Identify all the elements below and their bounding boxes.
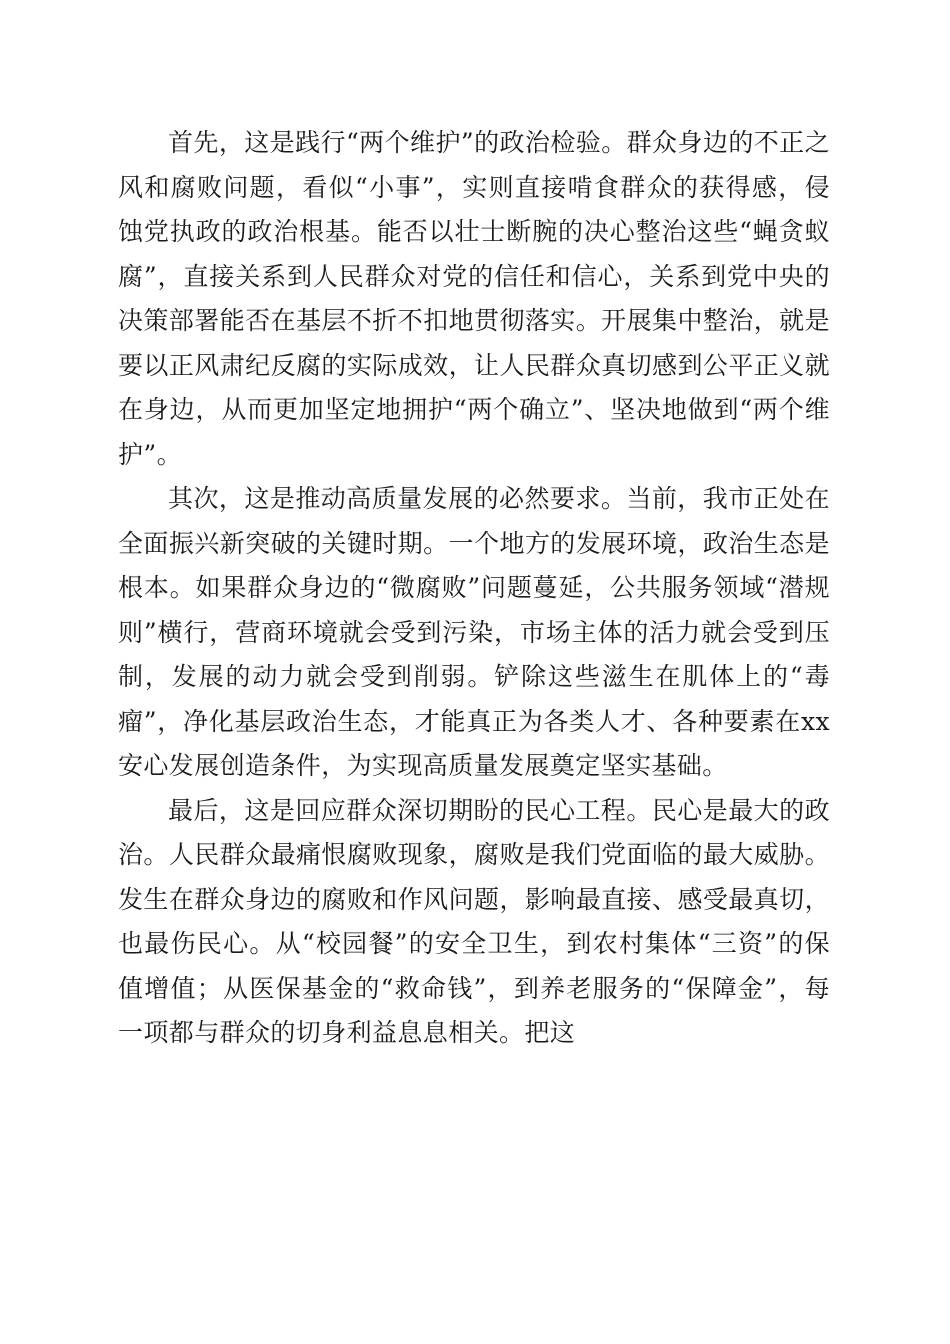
paragraph-first: 首先，这是践行“两个维护”的政治检验。群众身边的不正之风和腐败问题，看似“小事”，实则直接啃食群众的获得感，侵蚀党执政的政治根基。能否以壮士断腕的决心整治这些“蝇贪蚁腐”，直接关系到人民群众对党的信任和信心，关系到党中央的决策部署能否在基层不折不扣地贯彻落实。开展集中整治，就是要以正风肃纪反腐的实际成效，让人民群众真切感到公平正义就在身边，从而更加坚定地拥护“两个确立”、坚决地做到“两个维护”。 <box>118 128 830 469</box>
paragraph-second: 其次，这是推动高质量发展的必然要求。当前，我市正处在全面振兴新突破的关键时期。一个地方的发展环境，政治生态是根本。如果群众身边的“微腐败”问题蔓延，公共服务领域“潜规则”横行，营商环境就会受到污染，市场主体的活力就会受到压制，发展的动力就会受到削弱。铲除这些滋生在肌体上的“毒瘤”，净化基层政治生态，才能真正为各类人才、各种要素在xx安心发展创造条件，为实现高质量发展奠定坚实基础。 <box>118 484 830 780</box>
document-body <box>118 121 830 1056</box>
paragraph-third: 最后，这是回应群众深切期盼的民心工程。民心是最大的政治。人民群众最痛恨腐败现象，腐败是我们党面临的最大威胁。发生在群众身边的腐败和作风问题，影响最直接、感受最真切，也最伤民心。从“校园餐”的安全卫生，到农村集体“三资”的保值增值；从医保基金的“救命钱”，到养老服务的“保障金”，每一项都与群众的切身利益息息相关。把这 <box>118 795 830 1047</box>
